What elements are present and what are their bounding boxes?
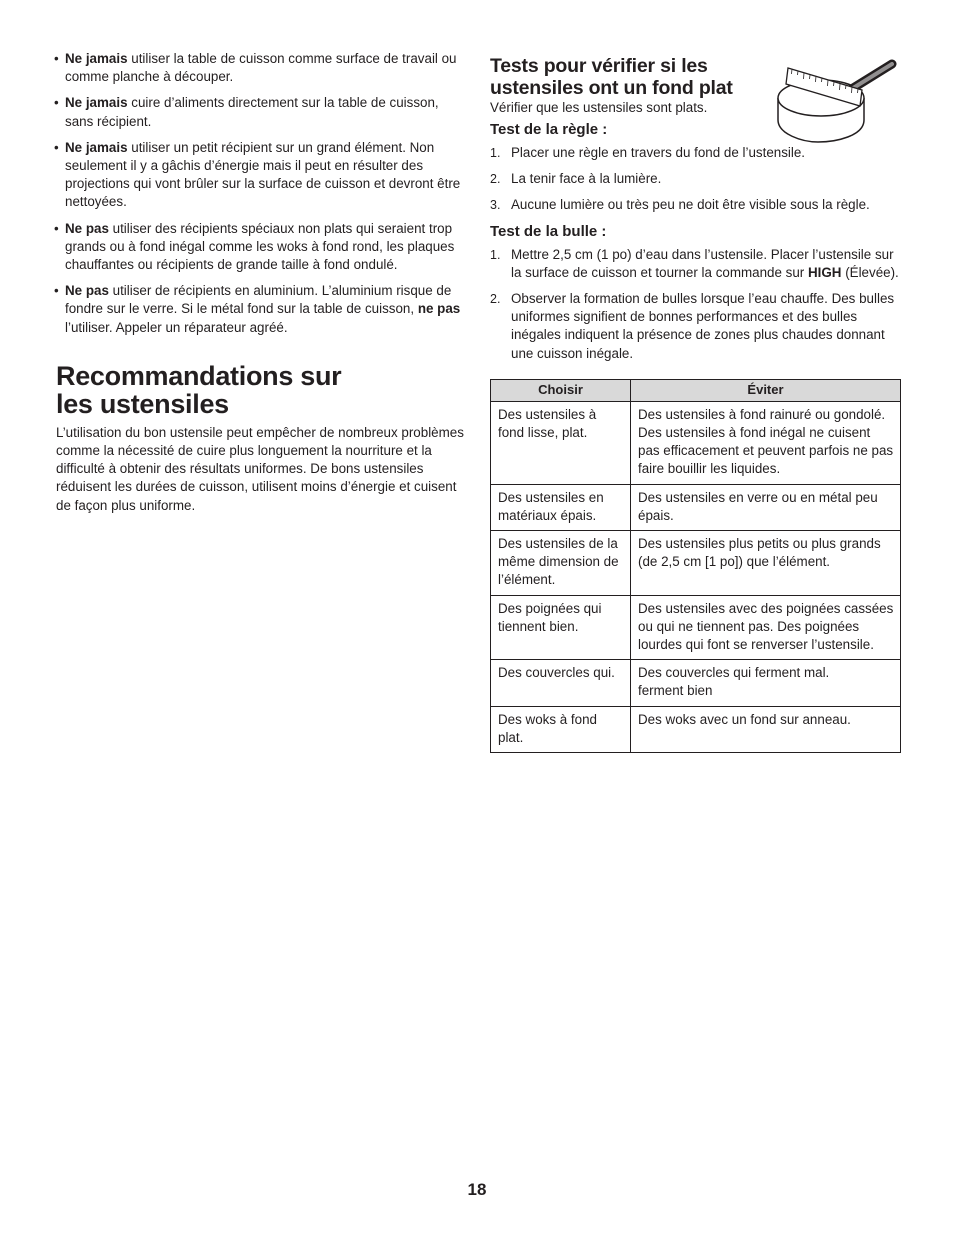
list-item: 2. La tenir face à la lumière. [490,171,662,187]
utensils-table [490,379,901,753]
table-cell: Des woks à fond plat. [491,706,631,752]
table-cell: Des woks avec un fond sur anneau. [631,706,901,752]
ruler-test-steps [490,144,902,215]
intro-paragraph: L’utilisation du bon ustensile peut empêcher de nombreux problèmes comme la nécessité de cuire plus longuement la nourriture et la difficulté à obtenir des résultats uniformes. De bons ustensiles réduisent les durées de cuisson, utilisent moins d’énergie et cuisent de façon plus uniforme. [56,424,464,513]
list-item: • Ne pas utiliser de récipients en aluminium. L’aluminium risque de fondre sur le verre. Si le métal fond sur la table de cuisson, ne pas l’utiliser. Appeler un réparateur agréé. [54,283,461,335]
table-cell: Des ustensiles en matériaux épais. [491,484,631,530]
table-cell: Des ustensiles avec des poignées cassées ou qui ne tiennent pas. Des poignées lourdes qui font se renverser l’ustensile. [631,595,901,660]
table-cell: Des couvercles qui ferment mal. ferment bien [631,660,901,706]
list-item: • Ne pas utiliser des récipients spéciaux non plats qui seraient trop grands ou à fond inégal comme les woks à fond rond, les plaques chauffantes ou récipients de grande taille à fond ondulé. [54,220,455,273]
list-item: 1. Placer une règle en travers du fond de l’ustensile. [490,145,806,160]
table-row [491,401,901,484]
list-item: 2. Observer la formation de bulles lorsque l’eau chauffe. Des bulles uniformes signifient de bonnes performances et des bulles inégales indiquent la présence de zones plus chaudes donnant une cuisson inégale. [490,291,895,361]
pan-with-ruler-icon [772,58,902,146]
table-row [491,706,901,752]
bubble-test-steps [490,246,902,363]
column-header-avoid: Éviter [631,379,901,401]
page-number: 18 [467,1180,487,1199]
table-cell: Des ustensiles à fond lisse, plat. [491,401,631,484]
list-item: • Ne jamais cuire d’aliments directement sur la table de cuisson, sans récipient. [54,95,439,129]
table-cell: Des poignées qui tiennent bien. [491,595,631,660]
section-title: Recommandations sur les ustensiles [56,360,342,419]
bubble-test-title: Test de la bulle : [490,222,607,240]
table-row [491,531,901,596]
column-header-choose: Choisir [491,379,631,401]
flat-bottom-heading: Tests pour vérifier si les ustensiles ont un fond plat [490,55,733,99]
list-item: 3. Aucune lumière ou très peu ne doit être visible sous la règle. [490,197,870,213]
ruler-test-title: Test de la règle : [490,121,608,138]
safety-bullet-list [56,50,468,337]
right-column [490,50,902,753]
table-cell: Des ustensiles à fond rainuré ou gondolé. Des ustensiles à fond inégal ne cuisent pas efficacement et peuvent parfois ne pas faire bouillir les liquides. [631,401,901,484]
left-column [56,50,468,515]
table-cell: Des ustensiles en verre ou en métal peu épais. [631,484,901,530]
table-cell: Des ustensiles de la même dimension de l’élément. [491,531,631,596]
subheading: Vérifier que les ustensiles sont plats. [490,100,708,115]
list-item: • Ne jamais utiliser la table de cuisson comme surface de travail ou comme planche à découper. [54,51,457,85]
list-item: 1. Mettre 2,5 cm (1 po) d’eau dans l’ustensile. Placer l’ustensile sur la surface de cuisson et tourner la commande sur HIGH (Élevée). [490,246,899,280]
table-row [491,660,901,706]
table-header-row [491,379,901,401]
list-item: • Ne jamais utiliser un petit récipient sur un grand élément. Non seulement il y a gâchis d’énergie mais il peut en résulter des projections qui vont brûler sur la surface de cuisson et devront être nettoyées. [54,139,461,210]
table-cell: Des ustensiles plus petits ou plus grands (de 2,5 cm [1 po]) que l’élément. [631,531,901,596]
table-cell: Des couvercles qui. [491,660,631,706]
table-row [491,484,901,530]
table-row [491,595,901,660]
